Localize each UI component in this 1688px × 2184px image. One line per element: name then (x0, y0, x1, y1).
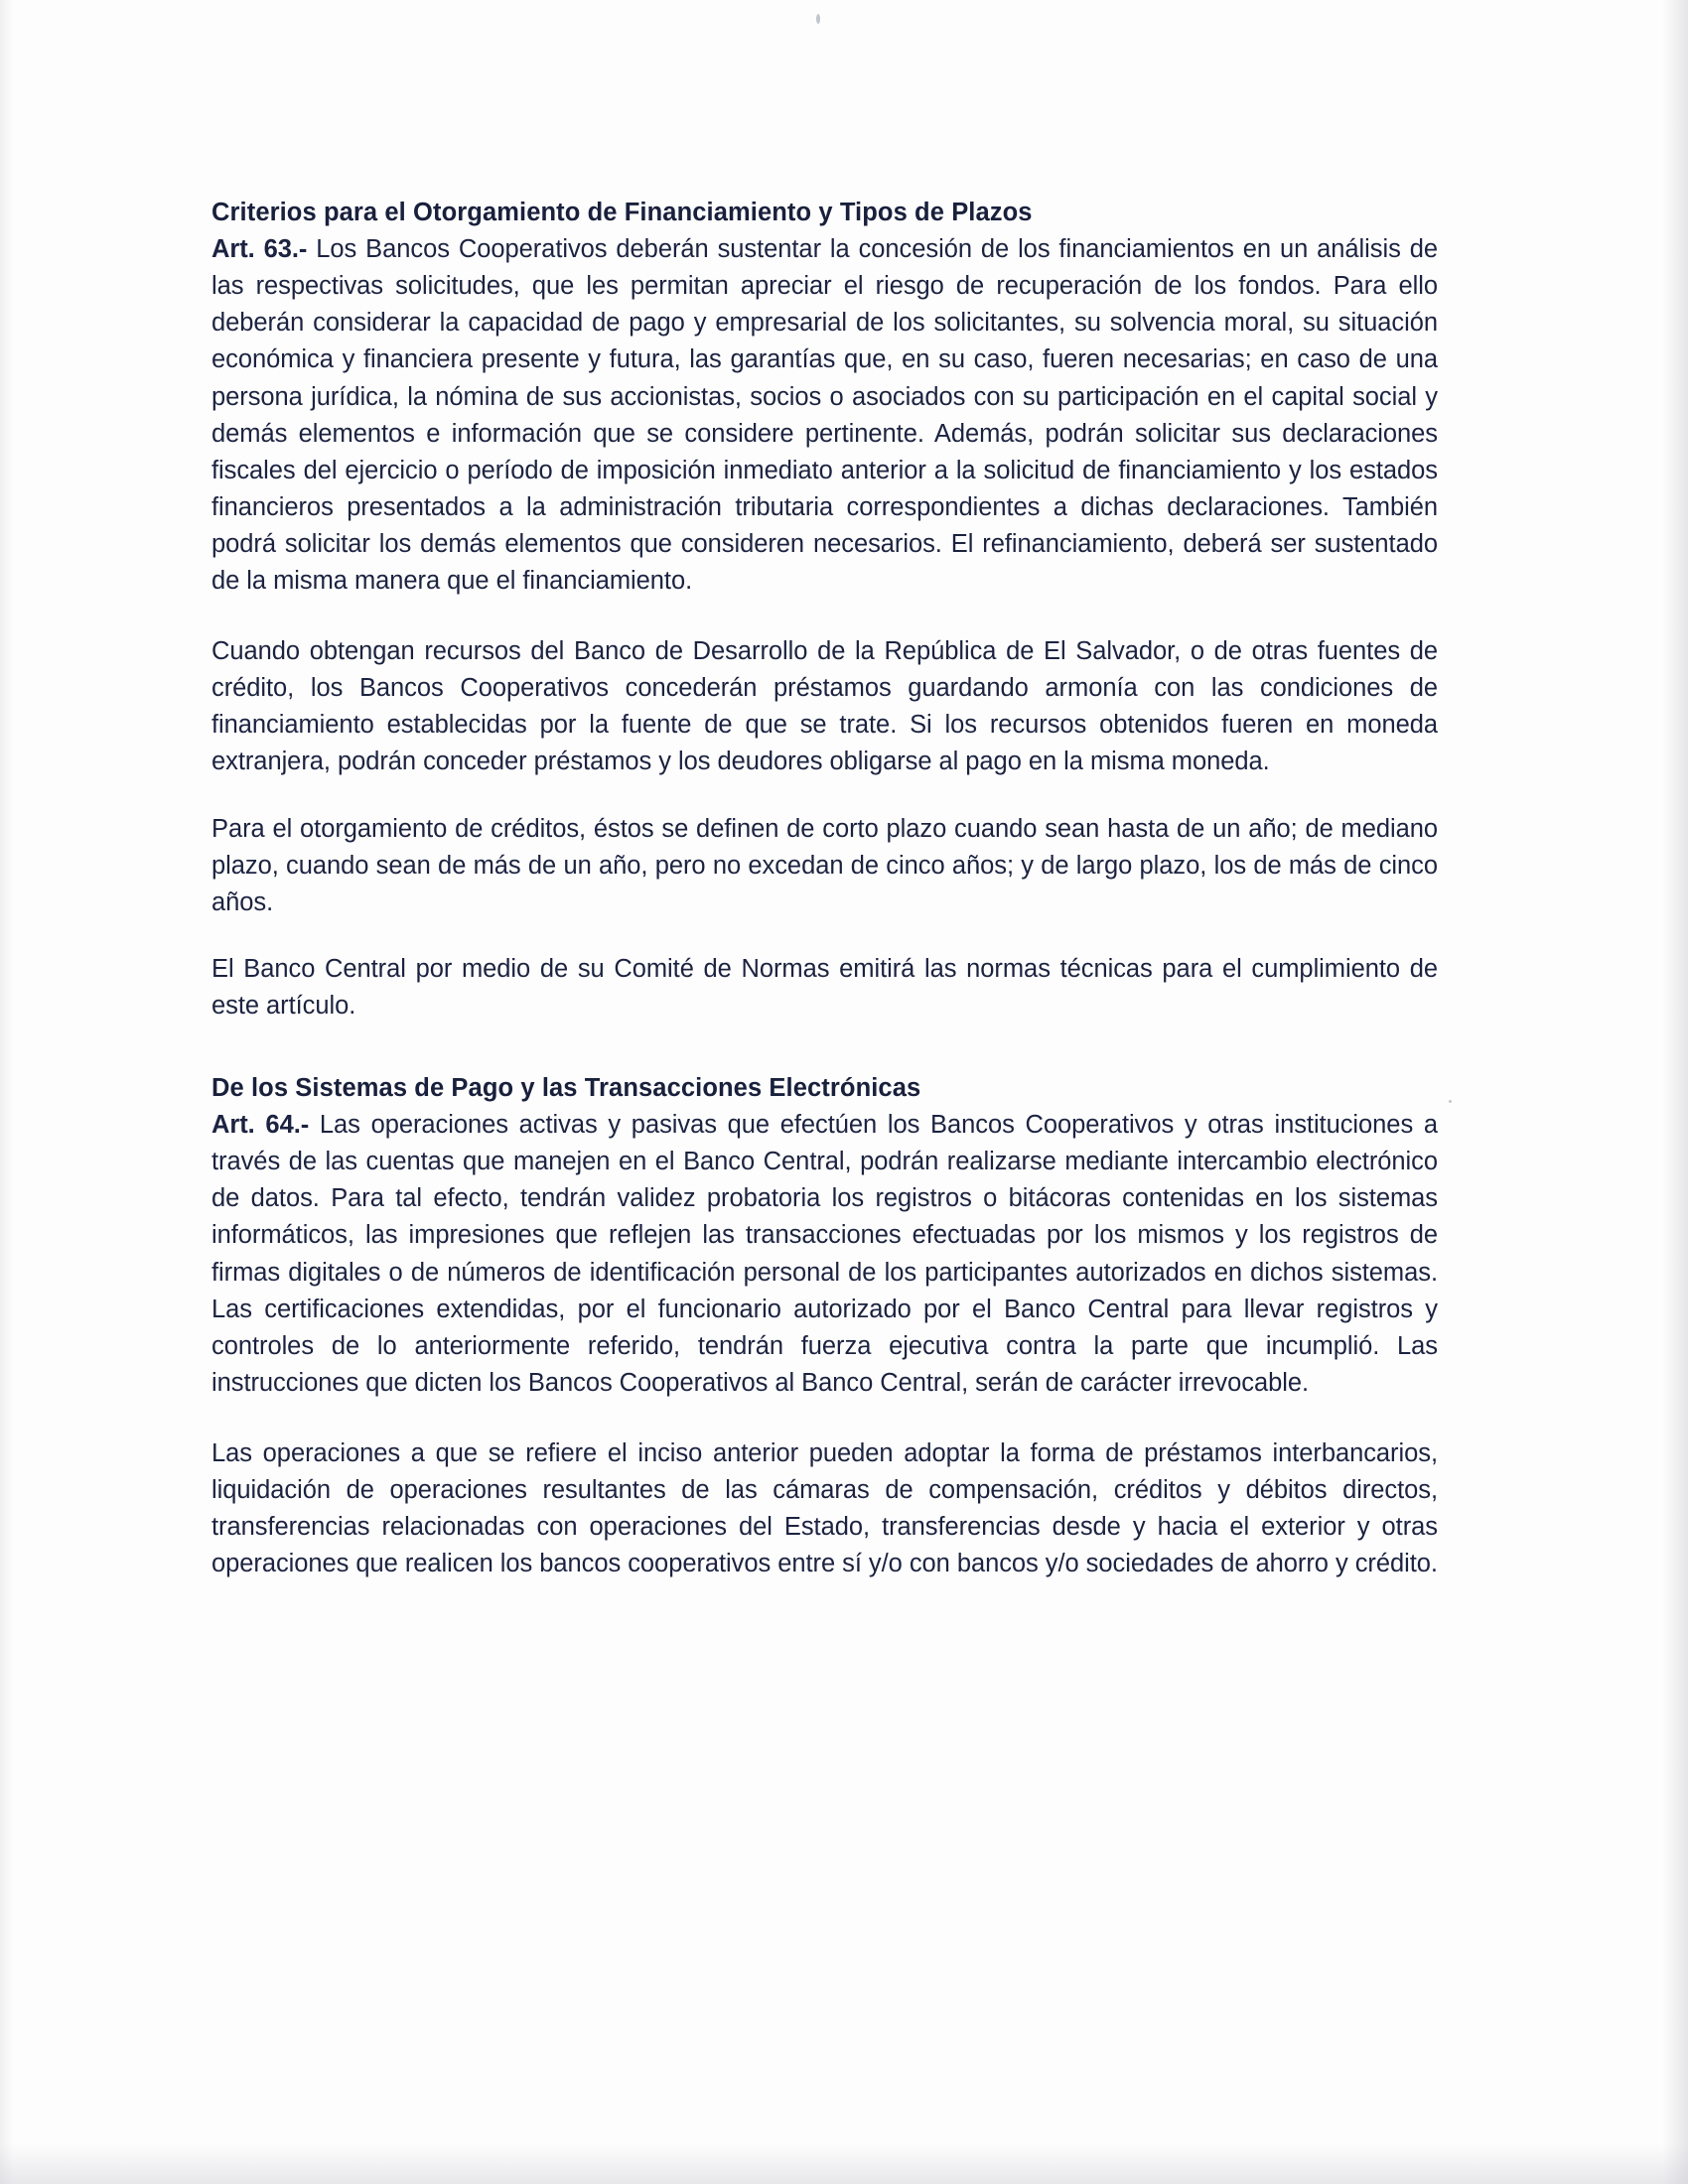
document-body (211, 195, 1438, 1582)
paragraph-spacer (211, 1402, 1438, 1435)
section-heading-sistemas-de-pago: De los Sistemas de Pago y las Transacciones Electrónicas (211, 1073, 921, 1102)
page-edge-shadow-left (0, 0, 14, 2184)
article-63-text-1: Los Bancos Cooperativos deberán sustentar la concesión de los financiamientos en un análisis de las respectivas solicitudes, que les permitan apreciar el riesgo de recuperación de los fondos. Para ello deberán considerar la capacidad de pago y empresarial de los solicitantes, su solvencia moral, su situación económica y financiera presente y futura, las garantías que, en su caso, fueren necesarias; en caso de una persona jurídica, la nómina de sus accionistas, socios o asociados con su participación en el capital social y demás elementos e información que se considere pertinente. Además, podrán solicitar sus declaraciones fiscales del ejercicio o período de imposición inmediato anterior a la solicitud de financiamiento y los estados financieros presentados a la administración tributaria correspondientes a dichas declaraciones. También podrá solicitar los demás elementos que consideren necesarios. El refinanciamiento, deberá ser sustentado de la misma manera que el financiamiento. (211, 235, 1438, 596)
section-spacer (211, 1024, 1438, 1070)
paragraph-spacer (211, 781, 1438, 811)
paragraph-spacer (211, 921, 1438, 951)
page-edge-shadow-right (1662, 0, 1688, 2184)
scan-speck (816, 14, 820, 24)
article-63-paragraph-4: El Banco Central por medio de su Comité de Normas emitirá las normas técnicas para el cumplimiento de este artículo. (211, 954, 1438, 1020)
article-64-paragraph-1 (211, 1107, 1438, 1402)
scan-speck (1449, 1100, 1452, 1103)
article-63-paragraph-2: Cuando obtengan recursos del Banco de Desarrollo de la República de El Salvador, o de otras fuentes de crédito, los Bancos Cooperativos concederán préstamos guardando armonía con las condiciones de financiamiento establecidas por la fuente de que se trate. Si los recursos obtenidos fueren en moneda extranjera, podrán conceder préstamos y los deudores obligarse al pago en la misma moneda. (211, 637, 1438, 776)
article-63-paragraph-1 (211, 231, 1438, 600)
article-63-paragraph-3: Para el otorgamiento de créditos, éstos se definen de corto plazo cuando sean hasta de un año; de mediano plazo, cuando sean de más de un año, pero no excedan de cinco años; y de largo plazo, los de más de cinco años. (211, 814, 1438, 916)
section-heading-financiamiento: Criterios para el Otorgamiento de Financiamiento y Tipos de Plazos (211, 199, 1033, 226)
page-edge-shadow-bottom (0, 2144, 1688, 2184)
article-64-label: Art. 64.- (211, 1111, 310, 1140)
article-63-label: Art. 63.- (211, 235, 308, 264)
article-64-text-1: Las operaciones activas y pasivas que efectúen los Bancos Cooperativos y otras instituciones a través de las cuentas que manejen en el Banco Central, podrán realizarse mediante intercambio electrónico de datos. Para tal efecto, tendrán validez probatoria los registros o bitácoras contenidas en los sistemas informáticos, las impresiones que reflejen las transacciones efectuadas por los mismos y los registros de firmas digitales o de números de identificación personal de los participantes autorizados en dichos sistemas. Las certificaciones extendidas, por el funcionario autorizado por el Banco Central para llevar registros y controles de lo anteriormente referido, tendrán fuerza ejecutiva contra la parte que incumplió. Las instrucciones que dicten los Bancos Cooperativos al Banco Central, serán de carácter irrevocable. (211, 1111, 1438, 1397)
paragraph-spacer (211, 600, 1438, 633)
article-64-paragraph-2: Las operaciones a que se refiere el inciso anterior pueden adoptar la forma de préstamos interbancarios, liquidación de operaciones resultantes de las cámaras de compensación, créditos y débitos directos, transferencias relacionadas con operaciones del Estado, transferencias desde y hacia el exterior y otras operaciones que realicen los bancos cooperativos entre sí y/o con bancos y/o sociedades de ahorro y crédito. (211, 1438, 1438, 1578)
